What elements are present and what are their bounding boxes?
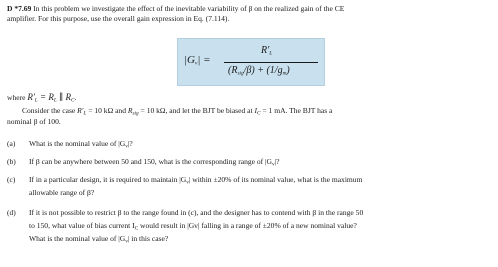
question-c-label: (c)	[7, 175, 16, 184]
question-a-text: What is the nominal value of $|G_v|$?	[29, 139, 133, 150]
fraction-bar	[224, 62, 318, 63]
problem-label: D *7.69	[7, 4, 32, 13]
question-d-line-2: to 150, what value of bias current $I_C$ would result in |Gv| falling in a range of ±20% of a new nominal value?	[29, 221, 357, 232]
where-expression: $R'_L = R_L$ ∥ $R_C$	[27, 92, 75, 104]
question-b-label: (b)	[7, 157, 16, 166]
consider-line-1: Consider the case $R'_L = 10$ kΩ and $R_{sig} = 10$ kΩ, and let the BJT be biased at $I_C = 1$ mA. The BJT has a	[22, 106, 333, 117]
gain-equation-box	[177, 38, 325, 86]
intro-line-2: amplifier. For this purpose, use the overall gain expression in Eq. (7.114).	[7, 14, 230, 23]
intro-line-1	[7, 4, 344, 14]
consider-line-2: nominal β of 100.	[7, 117, 61, 126]
question-c-line-1: If in a particular design, it is required to maintain $|G_v|$ within ±20% of its nominal value, what is the maximum	[29, 175, 363, 186]
question-c-line-2: allowable range of β?	[29, 188, 95, 197]
gain-numerator: $R'_L$	[261, 45, 273, 57]
intro-text-1: In this problem we investigate the effect of the inevitable variability of β on the realized gain of the CE	[33, 4, 345, 13]
question-b-text: If β can be anywhere between 50 and 150, what is the corresponding range of $|G_v|$?	[29, 157, 280, 168]
question-d-line-3: What is the nominal value of $|G_v|$ in this case?	[29, 234, 169, 245]
question-d-label: (d)	[7, 208, 16, 217]
gain-denominator: $(R_{sig}/\beta) + (1/g_m)$	[228, 65, 290, 77]
where-line: where $R'_L = R_L$ ∥ $R_C$.	[7, 92, 77, 104]
gain-lhs: $|G_v|$ =	[184, 54, 211, 67]
question-a-label: (a)	[7, 139, 16, 148]
question-d-line-1: If it is not possible to restrict β to the range found in (c), and the designer has to contend with β in the range 50	[29, 208, 364, 217]
